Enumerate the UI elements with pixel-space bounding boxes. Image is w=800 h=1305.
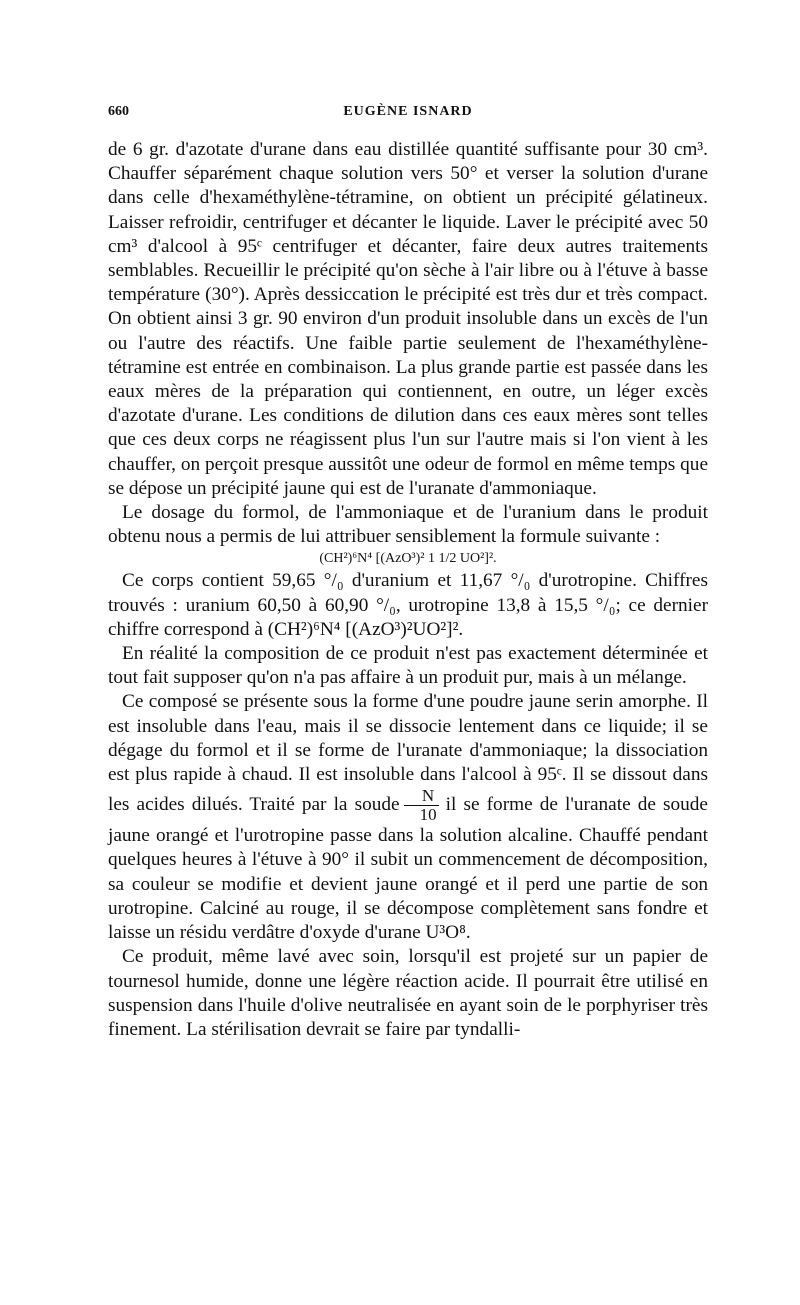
paragraph-4: En réalité la composition de ce produit n'est pas exactement déterminée et tout fait supposer qu'on n'a pas affaire à un produit pur, mais à un mélange.	[108, 643, 708, 689]
paragraph-5-after: il se forme de l'uranate de soude jaune orangé et l'urotropine passe dans la solution alcaline. Chauffé pendant quelques heures à l'étuve à 90° il subit un commencement de décomposition, sa couleur se modifie et devient jaune orangé et il perd une partie de son urotropine. Calciné au rouge, il se décompose complètement sans fondre et laisse un résidu verdâtre d'oxyde d'urane U³O⁸.	[108, 794, 708, 944]
paragraph-6: Ce produit, même lavé avec soin, lorsqu'il est projeté sur un papier de tournesol humide, donne une légère réaction acide. Il pourrait être utilisé en suspension dans l'huile d'olive neutralisée en ayant soin de le porphyriser très finement. La stérilisation devrait se faire par tyndalli-	[108, 946, 708, 1040]
page-body	[108, 138, 708, 1042]
page-header	[108, 104, 708, 126]
paragraph-2: Le dosage du formol, de l'ammoniaque et de l'uranium dans le produit obtenu nous a permis de lui attribuer sensiblement la formule suivante :	[108, 502, 708, 548]
chemical-formula: (CH²)⁶N⁴ [(AzO³)² 1 1/2 UO²]².	[319, 551, 497, 567]
paragraph-3: Ce corps contient 59,65 °/₀ d'uranium et 11,67 °/₀ d'urotropine. Chiffres trouvés : uranium 60,50 à 60,90 °/₀, urotropine 13,8 à 15,5 °/₀; ce dernier chiffre correspond à (CH²)⁶N⁴ [(AzO³)²UO²]².	[108, 570, 708, 640]
running-title: EUGÈNE ISNARD	[343, 104, 473, 119]
paragraph-5-before: Ce composé se présente sous la forme d'une poudre jaune serin amorphe. Il est insoluble dans l'eau, mais il se dissocie lentement dans ce liquide; il se dégage du formol et il se forme de l'uranate d'ammoniaque; la dissociation est plus rapide à chaud. Il est insoluble dans l'alcool à 95ᶜ. Il se dissout dans les acides dilués. Traité par la soude	[108, 691, 708, 816]
fraction-denominator: 10	[419, 805, 437, 825]
page-number: 660	[108, 104, 129, 119]
paragraph-5	[108, 690, 708, 945]
fraction-n-over-10	[404, 787, 439, 824]
paragraph-1: de 6 gr. d'azotate d'urane dans eau distillée quantité suffisante pour 30 cm³. Chauffer séparément chaque solution vers 50° et verser la solution d'urane dans celle d'hexaméthylène-tétramine, on obtient un précipité gélatineux. Laisser refroidir, centrifuger et décanter le liquide. Laver le précipité avec 50 cm³ d'alcool à 95ᶜ centrifuger et décanter, faire deux autres traitements semblables. Recueillir le précipité qu'on sèche à l'air libre ou à l'étuve à basse température (30°). Après dessiccation le précipité est très dur et très compact. On obtient ainsi 3 gr. 90 environ d'un produit insoluble dans un excès de l'un ou l'autre des réactifs. Une faible partie seulement de l'hexaméthylène-tétramine est entrée en combinaison. La plus grande partie est passée dans les eaux mères de la préparation qui contiennent, en outre, un léger excès d'azotate d'urane. Les conditions de dilution dans ces eaux mères sont telles que ces deux corps ne réagissent plus l'un sur l'autre mais si l'on vient à les chauffer, on perçoit presque aussitôt une odeur de formol en même temps que se dépose un précipité jaune qui est de l'uranate d'ammoniaque.	[108, 139, 708, 499]
fraction-numerator: N	[404, 787, 439, 806]
